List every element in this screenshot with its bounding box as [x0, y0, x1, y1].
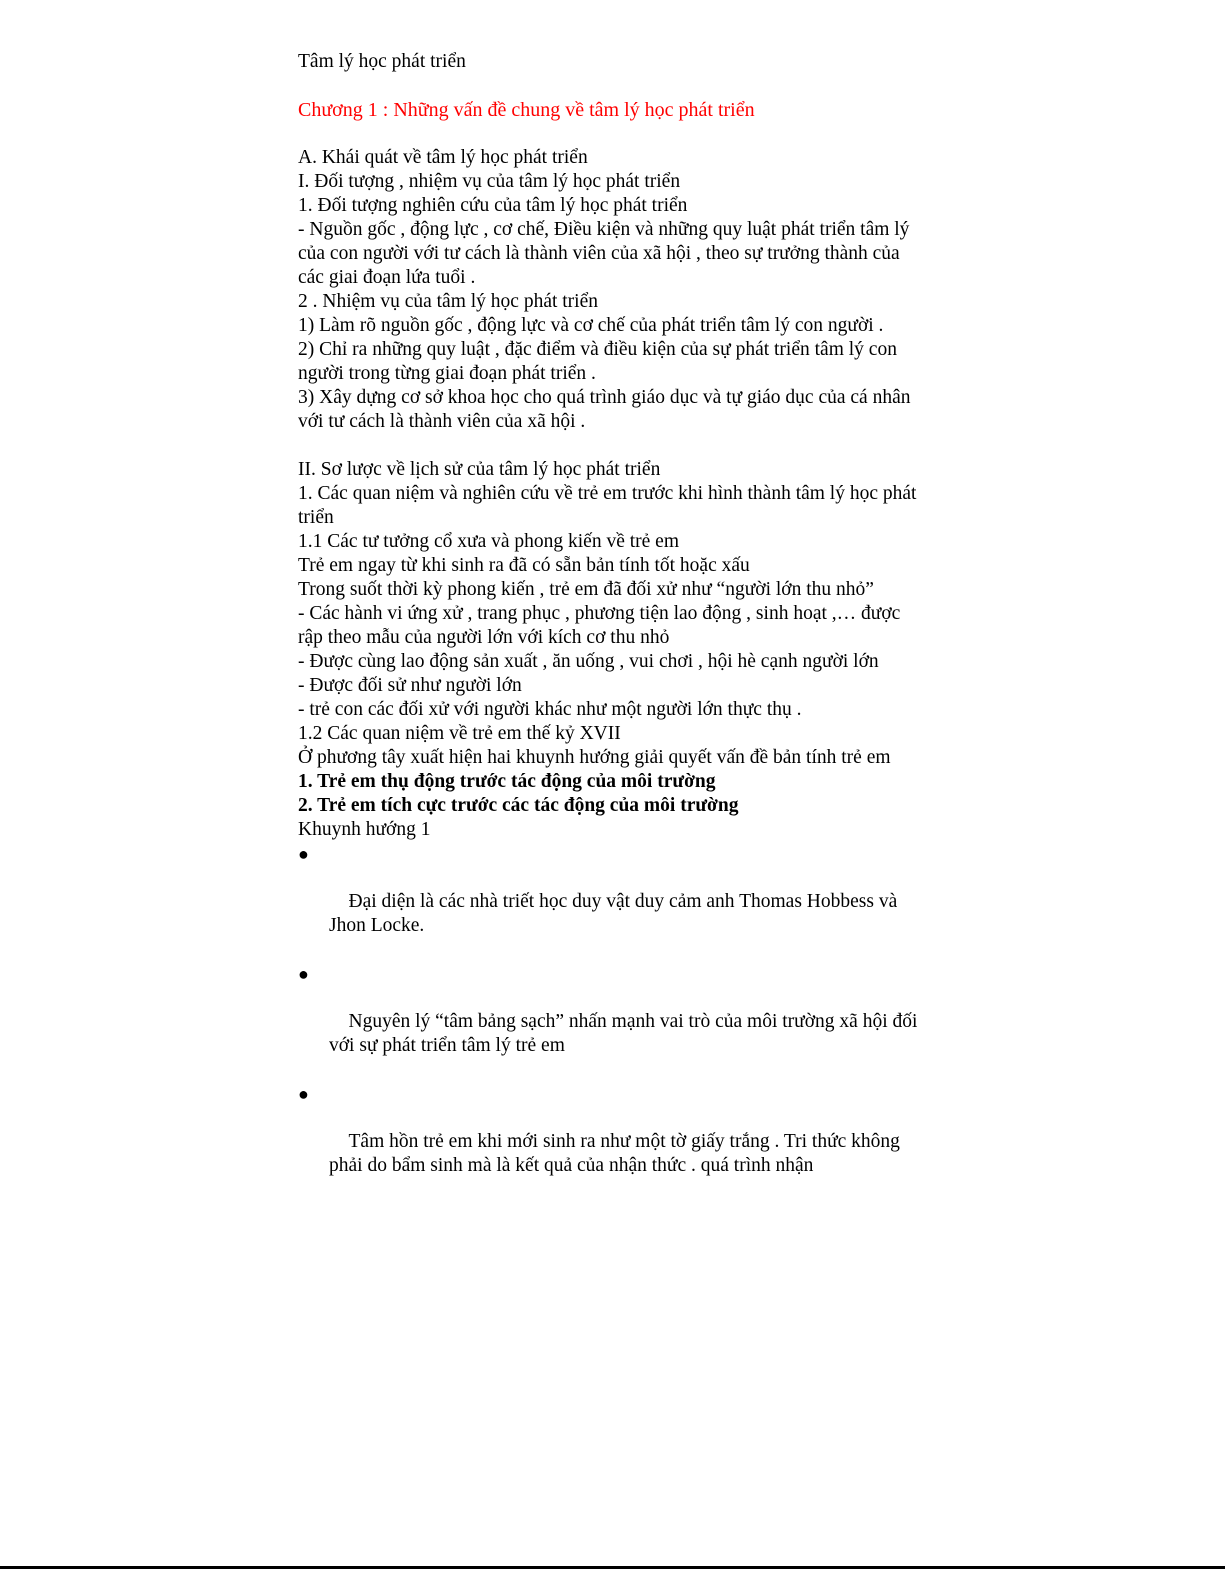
section-heading-b: II. Sơ lược về lịch sử của tâm lý học phát triển: [298, 459, 661, 480]
paragraph: 2) Chỉ ra những quy luật , đặc điểm và điều kiện của sự phát triển tâm lý con người trong từng giai đoạn phát triển .: [298, 339, 902, 384]
paragraph: Ở phương tây xuất hiện hai khuynh hướng giải quyết vấn đề bản tính trẻ em: [298, 747, 891, 768]
spacer: [298, 122, 923, 146]
subsection-heading: 1.2 Các quan niệm về trẻ em thế kỷ XVII: [298, 723, 621, 744]
bullet-text: Đại diện là các nhà triết học duy vật duy cảm anh Thomas Hobbess và Jhon Locke.: [329, 891, 903, 936]
bullet-text: Nguyên lý “tâm bảng sạch” nhấn mạnh vai trò của môi trường xã hội đối với sự phát triển tâm lý trẻ em: [329, 1011, 923, 1056]
paragraph: - Các hành vi ứng xử , trang phục , phương tiện lao động , sinh hoạt ,… được rập theo mẫu của người lớn với kích cơ thu nhỏ: [298, 603, 906, 648]
bullet-icon: ●: [298, 964, 309, 984]
bullet-item: [298, 842, 923, 962]
bullet-icon: ●: [298, 844, 309, 864]
paragraph: - Nguồn gốc , động lực , cơ chế, Điều kiện và những quy luật phát triển tâm lý của con người với tư cách là thành viên của xã hội , theo sự trưởng thành của các giai đoạn lứa tuổi .: [298, 219, 915, 288]
paragraph: 3) Xây dựng cơ sở khoa học cho quá trình giáo dục và tự giáo dục của cá nhân với tư cách là thành viên của xã hội .: [298, 387, 916, 432]
spacer: [298, 74, 923, 98]
spacer: [298, 434, 923, 458]
trend-label: Khuynh hướng 1: [298, 819, 431, 840]
section-heading-a: A. Khái quát về tâm lý học phát triển: [298, 147, 588, 168]
bullet-item: [298, 962, 923, 1082]
bold-item: 2. Trẻ em tích cực trước các tác động của môi trường: [298, 795, 739, 816]
page-bottom-border: [0, 1566, 1225, 1569]
paragraph: Trong suốt thời kỳ phong kiến , trẻ em đã đối xử như “người lớn thu nhỏ”: [298, 579, 874, 600]
paragraph: Trẻ em ngay từ khi sinh ra đã có sẵn bản tính tốt hoặc xấu: [298, 555, 750, 576]
subsection-heading: 2 . Nhiệm vụ của tâm lý học phát triển: [298, 291, 599, 312]
paragraph: - Được đối sử như người lớn: [298, 675, 522, 696]
subsection-heading: I. Đối tượng , nhiệm vụ của tâm lý học phát triển: [298, 171, 681, 192]
bullet-text: Tâm hồn trẻ em khi mới sinh ra như một tờ giấy trắng . Tri thức không phải do bẩm sinh mà là kết quả của nhận thức . quá trình nhận: [329, 1131, 905, 1176]
document-title: Tâm lý học phát triển: [298, 51, 466, 72]
subsection-heading: 1. Đối tượng nghiên cứu của tâm lý học phát triển: [298, 195, 688, 216]
subsection-heading: 1. Các quan niệm và nghiên cứu về trẻ em trước khi hình thành tâm lý học phát triển: [298, 483, 922, 528]
paragraph: - Được cùng lao động sản xuất , ăn uống , vui chơi , hội hè cạnh người lớn: [298, 651, 879, 672]
subsection-heading: 1.1 Các tư tưởng cổ xưa và phong kiến về trẻ em: [298, 531, 680, 552]
paragraph: 1) Làm rõ nguồn gốc , động lực và cơ chế của phát triển tâm lý con người .: [298, 315, 884, 336]
paragraph: - trẻ con các đối xử với người khác như một người lớn thực thụ .: [298, 699, 802, 720]
bullet-item: [298, 1082, 923, 1202]
chapter-heading: Chương 1 : Những vấn đề chung về tâm lý học phát triển: [298, 99, 755, 121]
bullet-icon: ●: [298, 1084, 309, 1104]
bold-item: 1. Trẻ em thụ động trước tác động của môi trường: [298, 771, 716, 792]
document-page: [298, 50, 923, 1202]
